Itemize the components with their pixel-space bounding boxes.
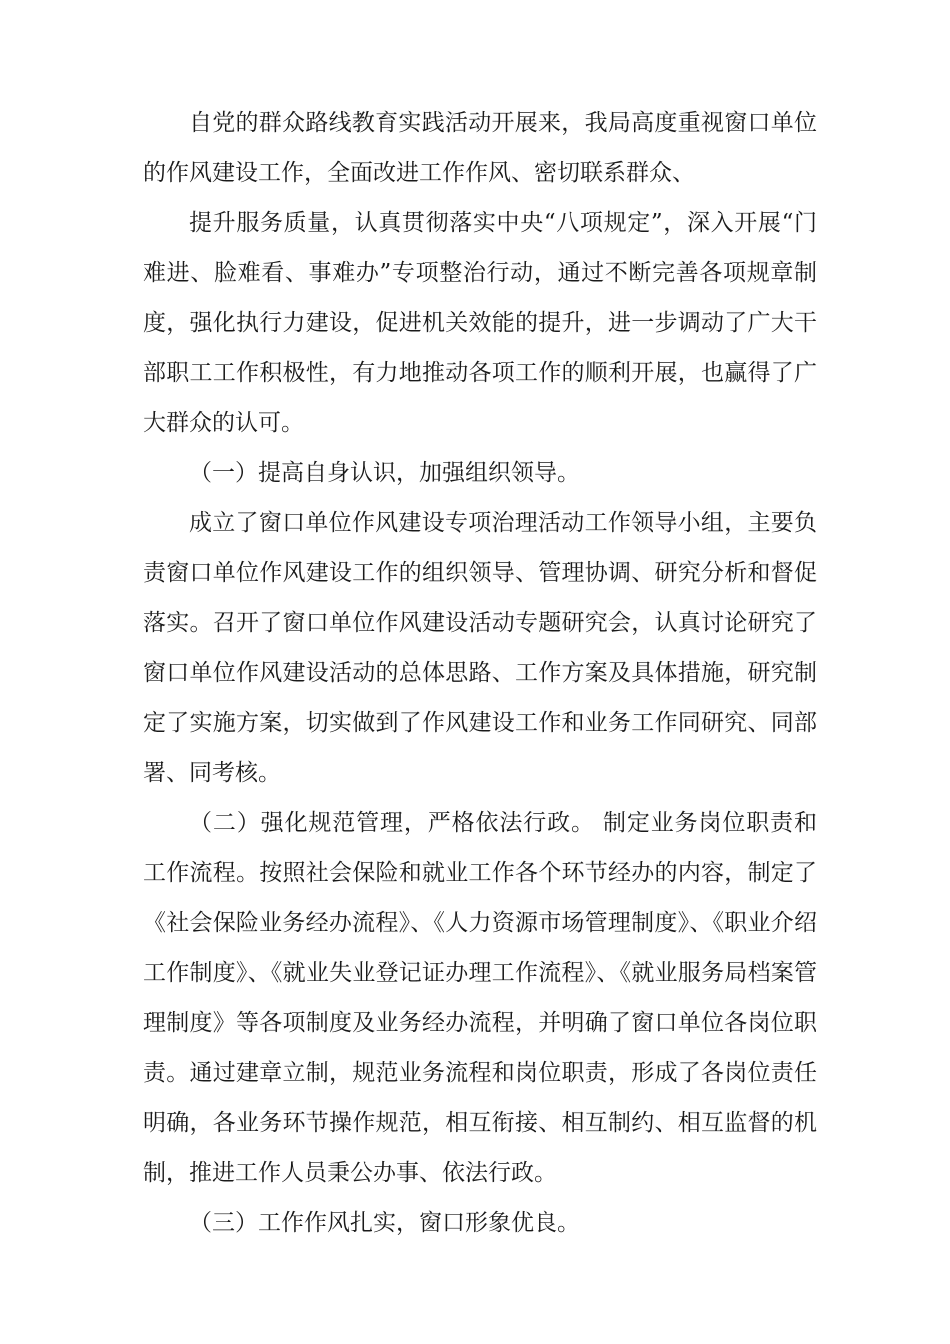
paragraph-standardized-management: （二）强化规范管理，严格依法行政。 制定业务岗位职责和工作流程。按照社会保险和就业工作各个环节经办的内容，制定了《社会保险业务经办流程》、《人力资源市场管理制度》、《职业介绍工作制度》、《就业失业登记证办理工作流程》、《就业服务局档案管理制度》等各项制度及业务经办流程，并明确了窗口单位各岗位职责。通过建章立制，规范业务流程和岗位职责，形成了各岗位责任明确，各业务环节操作规范，相互衔接、相互制约、相互监督的机制，推进工作人员秉公办事、依法行政。 bbox=[143, 810, 817, 1186]
paragraph-service-quality: 提升服务质量，认真贯彻落实中央“八项规定”，深入开展“门难进、脸难看、事难办”专项整治行动，通过不断完善各项规章制度，强化执行力建设，促进机关效能的提升，进一步调动了广大干部职工工作积极性，有力地推动各项工作的顺利开展，也赢得了广大群众的认可。 bbox=[143, 210, 817, 436]
paragraph-intro: 自党的群众路线教育实践活动开展来，我局高度重视窗口单位的作风建设工作，全面改进工作作风、密切联系群众、 bbox=[143, 110, 817, 186]
section-heading-1: （一）提高自身认识，加强组织领导。 bbox=[189, 460, 580, 486]
document-body bbox=[143, 98, 817, 1248]
paragraph-leadership-group: 成立了窗口单位作风建设专项治理活动工作领导小组，主要负责窗口单位作风建设工作的组织领导、管理协调、研究分析和督促落实。召开了窗口单位作风建设活动专题研究会，认真讨论研究了窗口单位作风建设活动的总体思路、工作方案及具体措施，研究制定了实施方案，切实做到了作风建设工作和业务工作同研究、同部署、同考核。 bbox=[143, 510, 817, 786]
section-heading-3: （三）工作作风扎实，窗口形象优良。 bbox=[189, 1210, 580, 1236]
